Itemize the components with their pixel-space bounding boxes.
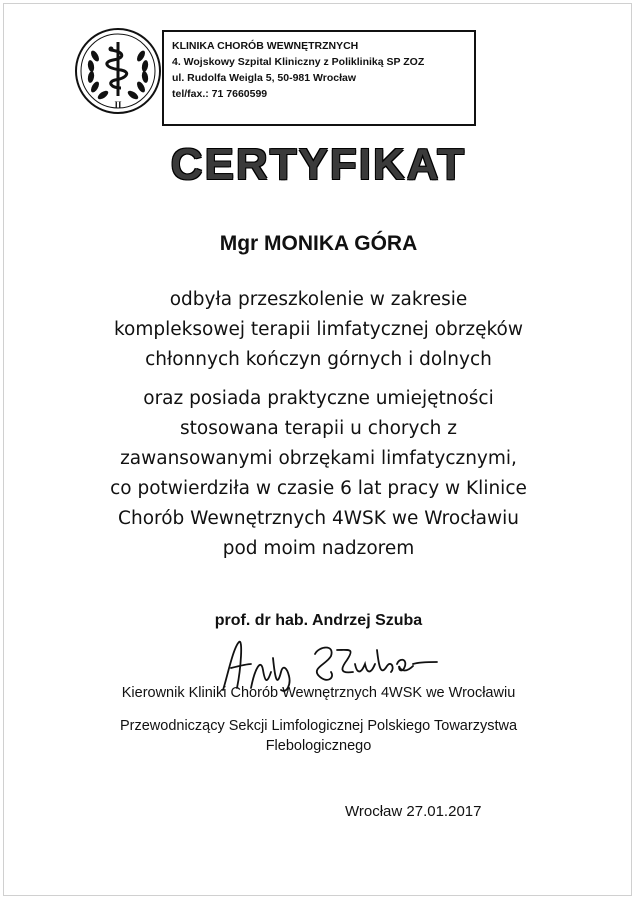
paragraph-line: pod moim nadzorem xyxy=(222,538,415,559)
stamp-address-box xyxy=(162,30,476,126)
signer-role-head: Kierownik Kliniki Chorób Wewnętrznych 4WSK we Wrocławiu xyxy=(121,685,516,701)
seal-text: II xyxy=(114,100,122,110)
recipient-name: Mgr MONIKA GÓRA xyxy=(219,232,418,255)
issue-date: Wrocław 27.01.2017 xyxy=(345,803,482,820)
signer-name: prof. dr hab. Andrzej Szuba xyxy=(214,612,423,629)
signer-role-chair xyxy=(0,716,637,756)
paragraph-line: co potwierdziła w czasie 6 lat pracy w Klinice xyxy=(110,478,527,499)
paragraph-line: chłonnych kończyn górnych i dolnych xyxy=(145,349,492,370)
stamp-phone: tel/fax.: 71 7660599 xyxy=(172,88,268,100)
training-paragraph xyxy=(0,285,637,375)
paragraph-line: zawansowanymi obrzękami limfatycznymi, xyxy=(120,448,517,469)
paragraph-line: kompleksowej terapii limfatycznej obrzęków xyxy=(114,319,523,340)
stamp-clinic-name: KLINIKA CHORÓB WEWNĘTRZNYCH xyxy=(172,40,359,52)
paragraph-line: Chorób Wewnętrznych 4WSK we Wrocławiu xyxy=(118,508,519,529)
skills-paragraph xyxy=(0,384,637,564)
role-line: Przewodniczący Sekcji Limfologicznej Polskiego Towarzystwa xyxy=(119,718,518,734)
paragraph-line: odbyła przeszkolenie w zakresie xyxy=(169,289,468,310)
stamp-address: ul. Rudolfa Weigla 5, 50-981 Wrocław xyxy=(172,72,356,84)
role-line: Flebologicznego xyxy=(265,738,372,754)
clinic-stamp xyxy=(73,26,473,126)
caduceus-laurel-seal-icon xyxy=(73,26,163,116)
certificate-title: CERTYFIKAT xyxy=(170,140,467,189)
paragraph-line: stosowana terapii u chorych z xyxy=(180,418,457,439)
paragraph-line: oraz posiada praktyczne umiejętności xyxy=(143,388,494,409)
stamp-hospital-name: 4. Wojskowy Szpital Kliniczny z Polikliniką SP ZOZ xyxy=(172,56,425,68)
